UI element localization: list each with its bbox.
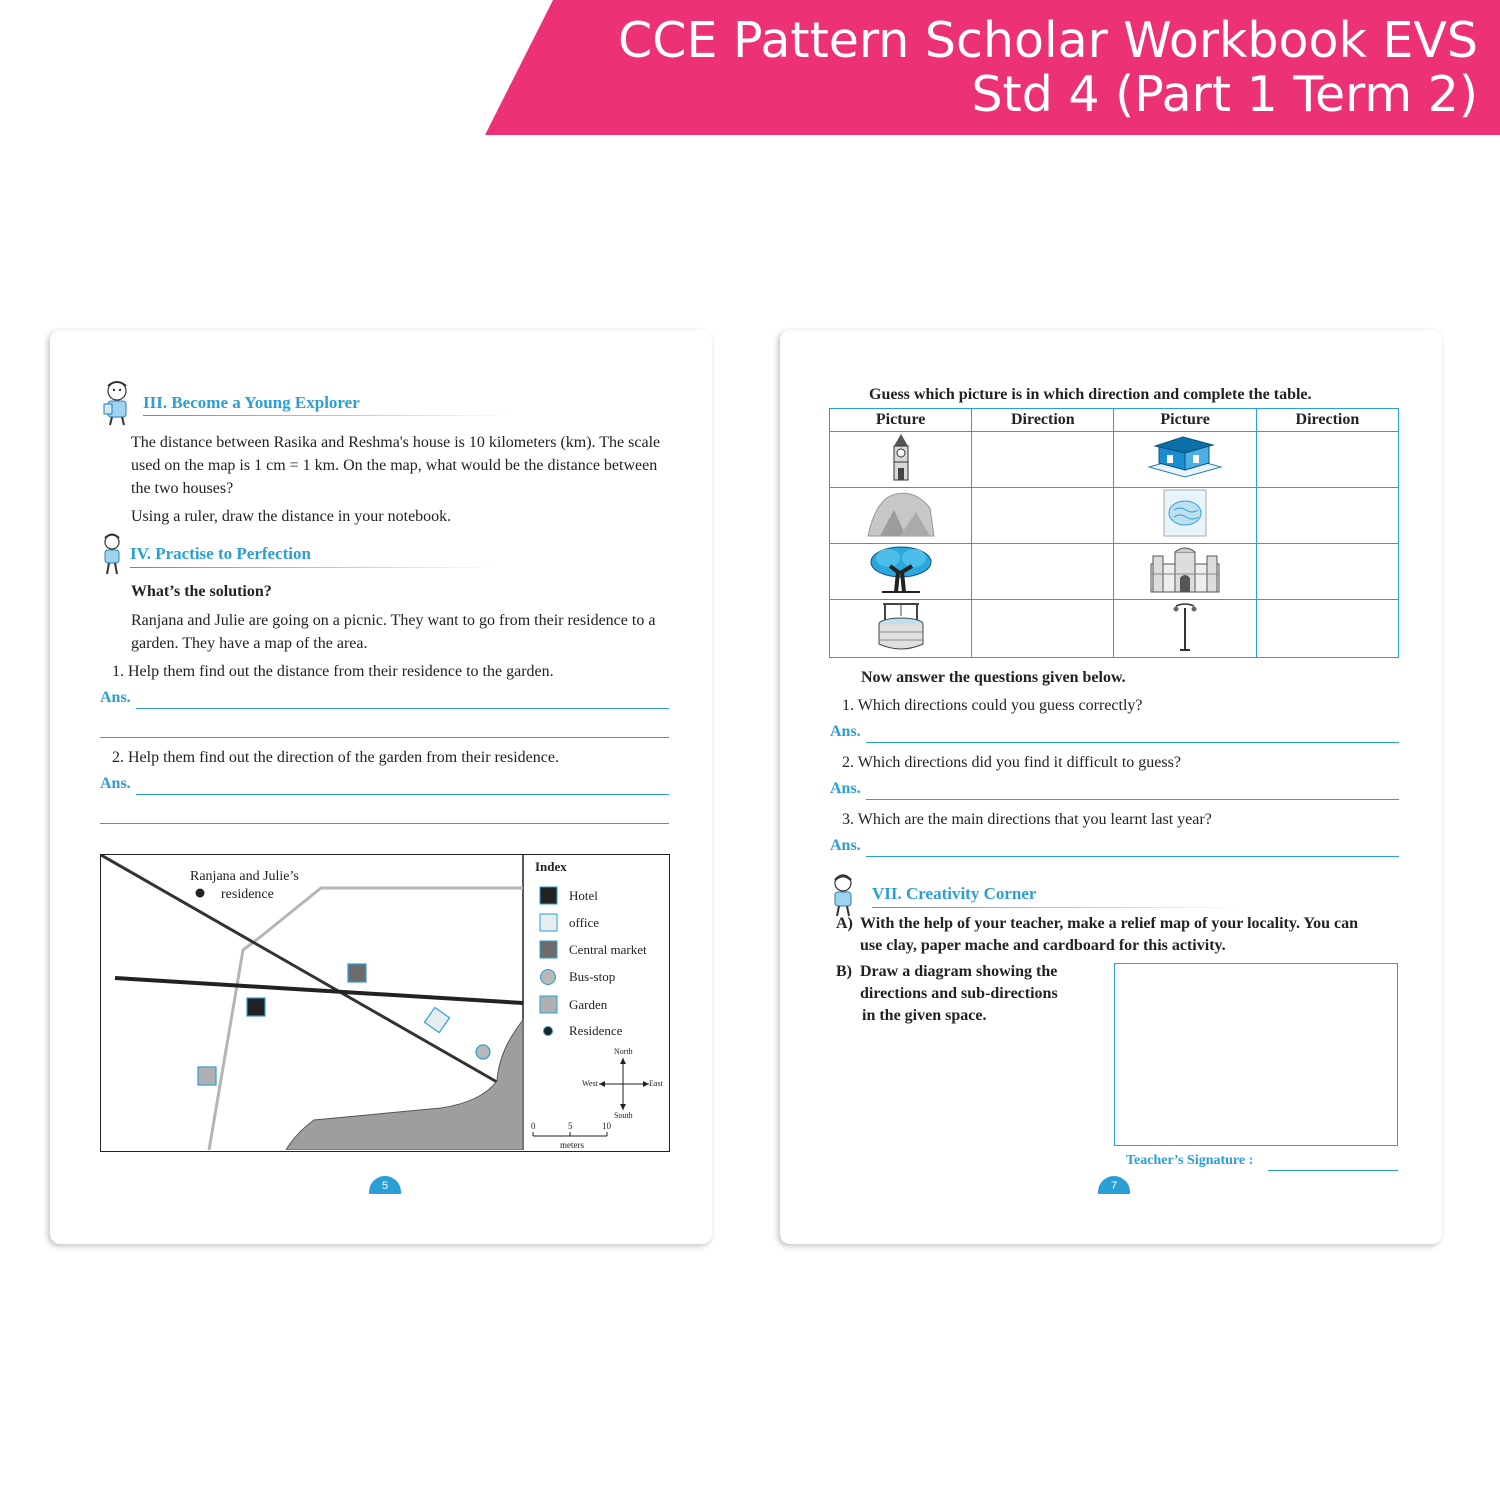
answer-line-1b[interactable]	[100, 737, 669, 738]
area-map	[100, 854, 670, 1152]
index-item-hotel: Hotel	[569, 888, 598, 903]
direction-answer-cell[interactable]	[972, 600, 1114, 658]
boy-explorer-icon	[100, 380, 136, 426]
table-row	[830, 488, 1399, 544]
activity-b-text-line3: in the given space.	[862, 1007, 987, 1024]
picture-cell	[1114, 432, 1256, 488]
index-item-residence: Residence	[569, 1023, 623, 1038]
page-number-left: 5	[369, 1176, 401, 1194]
scale-tick-0: 0	[531, 1121, 536, 1131]
answer-label-1: Ans.	[100, 689, 131, 706]
activity-a-text-line1: With the help of your teacher, make a relief map of your locality. You can	[860, 915, 1359, 932]
right-page	[780, 330, 1442, 1244]
header-direction-2: Direction	[1256, 409, 1398, 432]
scale-bar	[533, 1132, 607, 1136]
right-answer-line-2[interactable]	[866, 799, 1399, 800]
mountain-icon	[866, 488, 936, 538]
residence-marker	[196, 889, 205, 898]
right-answer-label-2: Ans.	[830, 780, 861, 797]
right-question-2: 2. Which directions did you find it difficult to guess?	[842, 754, 1181, 771]
answer-line-2b[interactable]	[100, 823, 669, 824]
questions-intro: Now answer the questions given below.	[861, 669, 1126, 686]
table-row	[830, 544, 1399, 600]
activity-b-label: B)	[836, 963, 852, 980]
right-answer-label-3: Ans.	[830, 837, 861, 854]
header-picture-1: Picture	[830, 409, 972, 432]
index-item-garden: Garden	[569, 997, 608, 1012]
clock-tower-icon	[886, 432, 916, 482]
header-picture-2: Picture	[1114, 409, 1256, 432]
header-direction-1: Direction	[972, 409, 1114, 432]
answer-line-1[interactable]	[136, 708, 669, 709]
direction-answer-cell[interactable]	[972, 544, 1114, 600]
house-icon	[1145, 433, 1225, 481]
direction-table	[829, 408, 1399, 658]
section-3-underline	[143, 415, 513, 416]
section-4-subheading: What’s the solution?	[131, 583, 272, 600]
central-market-marker	[348, 964, 366, 982]
office-marker	[424, 1007, 449, 1032]
direction-answer-cell[interactable]	[972, 488, 1114, 544]
banner-title	[618, 14, 1478, 122]
teacher-signature-label: Teacher’s Signature :	[1126, 1153, 1254, 1168]
answer-line-2[interactable]	[136, 794, 669, 795]
section-7-underline	[872, 907, 1242, 908]
picture-cell	[830, 432, 972, 488]
picture-cell	[1114, 488, 1256, 544]
scale-tick-5: 5	[568, 1121, 573, 1131]
fort-icon	[1147, 544, 1223, 594]
index-title: Index	[535, 859, 567, 874]
direction-answer-cell[interactable]	[1256, 432, 1398, 488]
tree-icon	[866, 544, 936, 594]
hotel-marker	[247, 998, 265, 1016]
girl-artist-icon	[829, 873, 857, 917]
section-3-paragraph: The distance between Rasika and Reshma's house is 10 kilometers (km). The scale used on the map is 1 cm = 1 km. On the map, what would be the distance between the two houses?	[131, 434, 661, 497]
compass-east: East	[649, 1079, 663, 1088]
table-row	[830, 600, 1399, 658]
section-3-heading: III. Become a Young Explorer	[143, 393, 360, 412]
scale-unit: meters	[560, 1140, 584, 1150]
compass-rose	[599, 1058, 649, 1110]
teacher-signature-line[interactable]	[1268, 1170, 1398, 1171]
title-banner	[0, 0, 1500, 135]
residence-label-line1: Ranjana and Julie’s	[190, 869, 299, 884]
index-item-office: office	[569, 915, 600, 930]
bus-stop-marker	[476, 1045, 490, 1059]
boy-practise-icon	[100, 533, 124, 575]
activity-b-text-line2: directions and sub-directions	[860, 985, 1058, 1002]
garden-marker	[198, 1067, 216, 1085]
direction-answer-cell[interactable]	[1256, 544, 1398, 600]
picture-cell	[830, 544, 972, 600]
well-icon	[873, 600, 929, 652]
drawing-area[interactable]	[1114, 963, 1398, 1146]
right-question-3: 3. Which are the main directions that you learnt last year?	[842, 811, 1212, 828]
right-answer-line-3[interactable]	[866, 856, 1399, 857]
right-answer-line-1[interactable]	[866, 742, 1399, 743]
index-item-central-market: Central market	[569, 942, 647, 957]
table-instruction: Guess which picture is in which direction and complete the table.	[869, 386, 1312, 403]
direction-answer-cell[interactable]	[1256, 488, 1398, 544]
index-item-bus-stop: Bus-stop	[569, 969, 616, 984]
activity-a-text-line2: use clay, paper mache and cardboard for this activity.	[860, 937, 1226, 954]
picture-cell	[830, 600, 972, 658]
compass-north: North	[614, 1047, 633, 1056]
direction-answer-cell[interactable]	[1256, 600, 1398, 658]
table-header-row	[830, 409, 1399, 432]
section-4-underline	[130, 567, 500, 568]
section-7-heading: VII. Creativity Corner	[872, 884, 1037, 903]
section-4-heading: IV. Practise to Perfection	[130, 544, 311, 563]
banner-title-line2: Std 4 (Part 1 Term 2)	[971, 66, 1478, 123]
scale-tick-10: 10	[602, 1121, 611, 1131]
banner-title-line1: CCE Pattern Scholar Workbook EVS	[618, 12, 1478, 69]
section-3-instruction: Using a ruler, draw the distance in your notebook.	[131, 508, 452, 525]
picture-cell	[1114, 544, 1256, 600]
section-4-paragraph: Ranjana and Julie are going on a picnic. They want to go from their residence to a garden. They have a map of the area.	[131, 612, 656, 652]
page-number-right: 7	[1098, 1176, 1130, 1194]
right-answer-label-1: Ans.	[830, 723, 861, 740]
activity-a-label: A)	[836, 915, 853, 932]
picture-cell	[1114, 600, 1256, 658]
direction-answer-cell[interactable]	[972, 432, 1114, 488]
picture-cell	[830, 488, 972, 544]
lake-icon	[1162, 488, 1208, 538]
question-1: 1. Help them find out the distance from their residence to the garden.	[112, 663, 554, 680]
compass-south: South	[614, 1111, 633, 1120]
table-row	[830, 432, 1399, 488]
right-question-1: 1. Which directions could you guess correctly?	[842, 697, 1143, 714]
compass-west: West	[582, 1079, 598, 1088]
left-page	[50, 330, 712, 1244]
street-lamp-icon	[1170, 600, 1200, 652]
question-2: 2. Help them find out the direction of the garden from their residence.	[112, 749, 559, 766]
answer-label-2: Ans.	[100, 775, 131, 792]
residence-label-line2: residence	[221, 887, 274, 902]
activity-b-text-line1: Draw a diagram showing the	[860, 963, 1058, 980]
